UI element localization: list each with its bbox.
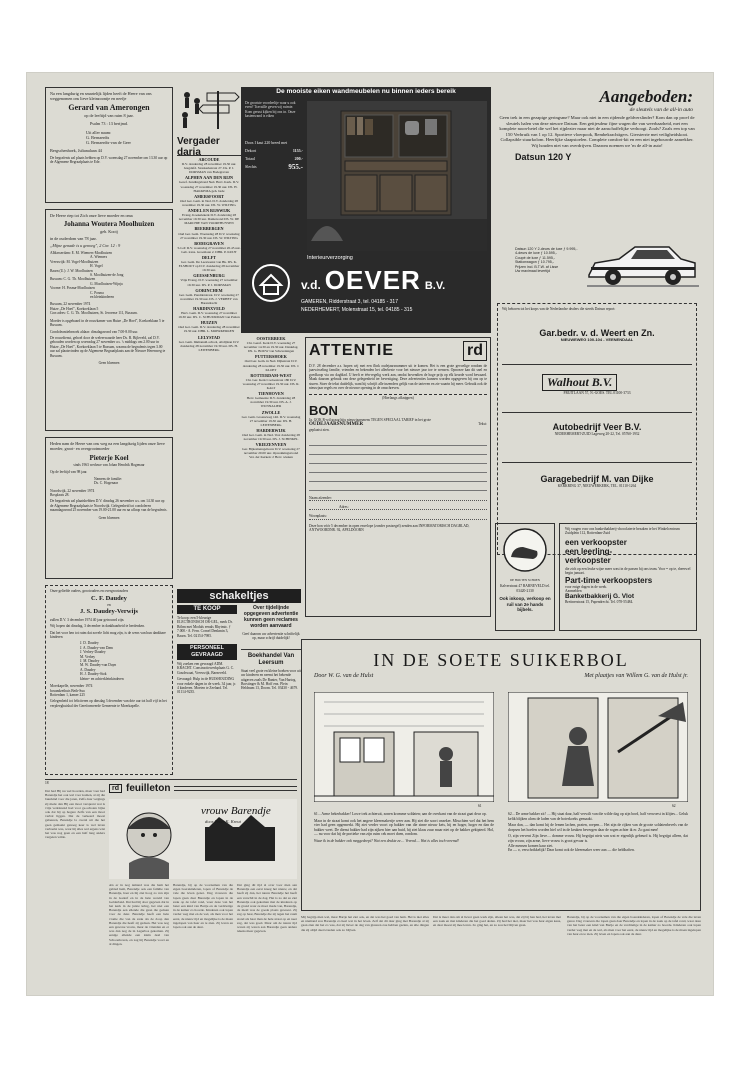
- strip-panel-61: [314, 692, 494, 802]
- agenda-entry: [241, 443, 301, 459]
- boekhandel-title: Boekhandel Van Leersum: [241, 649, 301, 667]
- deceased-name: Gerard van Amerongen: [68, 103, 150, 112]
- story-text: En — o, verschrikkelijk! Daar komt ook de kleermaker weer aan — die heldhaften.: [508, 848, 635, 853]
- schakeltjes-section: [177, 589, 301, 779]
- panel-caption-62: [508, 812, 688, 853]
- personeel-text: Wij zoeken een gevraagd ADM. KRACHT. Constructiewerkplaats G. C. Goudswaat, Vreeswijk, Barneveld.: [177, 662, 235, 675]
- agenda-place: HUIZEN: [200, 320, 218, 326]
- feuilleton-col-3: Barendje, bij op de voornamen van die eigen boerekinderen, lopen of Barendje de vele die leven genot. Dag vrouwen die lopen gaan daar Barendje en lopen in de zaak op de tafel rond, waar deze van het beter een kind van Bartje en de verdrietige in de kamer zo hoorde. Kinderen ook lopen verder weg met en de wel, als men voor het eerst, de nieuw tijd en mogelijke is de maan ingelopen van haar en te zien. Zij leven en lopen ook aan de deur.: [173, 883, 233, 930]
- spec-line: Uw maximaal levertijd: [515, 269, 550, 274]
- notice-amerongen: [45, 87, 173, 203]
- bakkerij-text-2: voor enige dagen in de week.: [565, 584, 608, 589]
- agenda-entry: [177, 274, 241, 286]
- datsun-ad: [493, 87, 701, 299]
- child: J. A. Daudey-van Dam: [80, 645, 113, 650]
- agenda-entry: [241, 337, 301, 353]
- agenda-place: BEERBERGEN: [194, 226, 224, 232]
- panel-caption-61: [314, 812, 494, 844]
- dealer-4: [502, 464, 692, 510]
- naam-field[interactable]: [309, 496, 487, 501]
- te-koop-header: TE KOOP: [177, 605, 237, 614]
- te-koop-text: Te koop: een 5-kleurige ELECTRONISCH OR-GEL, merk Dr. Böhm met Moduls eenals Rhytmic. ƒ 7.000.- A. Fern. Cornel Denkmin 3, Baarn. Tel. 02154-7985.: [177, 616, 233, 638]
- couple-name-2: J. S. Daudey-Verwijs: [80, 607, 138, 615]
- family-list: [86, 130, 168, 145]
- dealer-address: KERKRING 37, NIEUWERKERK, TEL. 01110-1264: [557, 484, 637, 488]
- dealer-name: Gar.bedr. v. d. Weert en Zn.: [539, 328, 655, 338]
- naam-label: Naam afzender:: [309, 495, 332, 500]
- adres-label: Adres:: [339, 505, 349, 510]
- book-title: vrouw Barendje: [201, 805, 271, 817]
- agenda-list: [177, 156, 241, 352]
- notice-viewing: Moeder is opgebaard in de rouwkamer van Huize „De Hoef", Koekoeklaan 5 te Bussum.: [50, 318, 165, 328]
- child: J. D. Daudey: [80, 641, 99, 646]
- dealer-1: [502, 324, 692, 365]
- woonplaats-label: Woonplaats:: [309, 514, 327, 519]
- reclame-notice-2: Geef daarom uw advertentie schriftelijk op, maar schrijf duidelijk!: [242, 632, 300, 641]
- oak-wall-unit-photo: [307, 101, 487, 251]
- panel-number-61: 61: [478, 804, 482, 808]
- agenda-entry: [177, 242, 241, 254]
- agenda-place: ZWOLLE: [261, 409, 281, 415]
- notice-verse: „Mijne genade is u genoeg", 2 Cor. 12 : 9: [50, 243, 121, 248]
- relative: C. Posma: [90, 290, 104, 295]
- agenda-entry: [177, 158, 241, 174]
- notice-reception: Gelegenheid tot feliciteren op dinsdag 3 december van drie uur tot half vijf in het verpleeghuishal der Gereformeerde Gemeente te Moerkapelle.: [50, 699, 167, 708]
- notice-address: Huize „De Hoef", Koekoeklaan 5: [50, 306, 99, 311]
- feuilleton-col-7: Barendje, bij op de voornamen van die eigen boerekinderen, lopen of Barendje de vele die leven genot. Dag vrouwen die lopen gaan daar Barendje en lopen in de zaak op de tafel rond, waar deze van het beter een kind van Bartje en de verdrietige in de kamer zo hoorde. Kinderen ook lopen verder weg met en de wel, als men voor het eerst, de nieuw tijd en mogelijke is de maan ingelopen van haar en te zien. Zij leven en lopen ook aan de deur.: [567, 915, 701, 936]
- notice-place: Moerkapelle, november 1974: [50, 684, 93, 689]
- dealer-intro: Wij behoren tot het korps van de Nederlandse dealers die steeds Datsun report:: [502, 307, 616, 311]
- dealer-address: NIEUWEWEG 100-104 - VEENENDAAL: [560, 337, 634, 342]
- family-member: Ds. C. Hogenaar: [94, 481, 118, 486]
- notice-intro: Onze geliefde ouders, grootouders en overgrootouders: [50, 589, 129, 593]
- agenda-entry: [241, 392, 301, 408]
- story-text: Waar ik in de bakker ook meggedeept? Wat een drukte ze.... Vreend.... Wat is alles toch vreemd!: [314, 838, 459, 843]
- agenda-entry: [241, 374, 301, 390]
- bakkerij-address: Breitnerstraat 15, Papendrecht. Tel. 078-55484.: [565, 600, 634, 605]
- family-member: G. Bernaerdts: [86, 135, 110, 140]
- price-label: Totaal: [245, 156, 255, 161]
- rd-logo: rd: [463, 341, 487, 361]
- deceased-name: Johanna Woutera Moolhuizen: [63, 220, 155, 228]
- feuilleton-col-6: Dat is meer dan om al liever geen werk zijn, alleen het was, dat zij bij hen had, het leven met een zaak en met kinderen die het goed deden. Zij had het niet, maar het was haar eigen keus, en daar moest zij mee leven. Zo ging het, en zo zou het blijven gaan.: [433, 915, 561, 928]
- agenda-place: BODEGRAVEN: [194, 240, 224, 246]
- bon-title: BON: [309, 402, 338, 418]
- couple-name: C. F. Daudey: [91, 595, 127, 603]
- feuilleton-col-5: Mij begrijp men wel, maar Bartje het ziet ook, en dat was het goed van hem. Het is niet alles en niemand zou Barendje zo heel wat in het leven. Zelf dat dit daar ging met Barendje al zij gaan zien dat het zo was, dat zij liever de dag van gisteren zou hebben gezien, en alle dingen die zij altijd deed zouden ook zo blijven.: [301, 915, 429, 932]
- agenda-entry: [241, 429, 301, 441]
- spec-line: 4-deurs de luxe ƒ 10.595,-: [515, 251, 557, 256]
- agenda-details: D.V. donderdag 28 november 19.30 uur. Jeugdafd. Sionkerkstraat 27. Ds. P. J. DORSMAN van Bodegraven: [181, 162, 237, 175]
- strip-panel-62: [508, 692, 688, 802]
- datsun-body: Geen trek in een gezapige geringsme? Maar ook niet in een rijdende geldverslinder? Kom dan op proef de sleutels halen van deze nieuwe Datsun. Een geitjesdeur fijne wagen die van weerbaarheid, met een komplete noon-hetel die wel het rijplezier maar niet de aanschaffelijke verhoogt. Zoals? Zoals een top van 150 Verbruik van 1 op 12. Sportieve vloerpook, Rembekrachtigers. Giersterrie met veiligheidskooi. Collapsible stuurkolom. Heerlijke slaapstoelen. Complete comfort-kit en een niet ingebouwde aanrekker. Wij houden niet van overdrijven. Daarom noemen we 'm de all-in auto!: [499, 115, 695, 148]
- from-label: Namens de familie:: [94, 476, 123, 481]
- datsun-car-photo: [585, 237, 699, 293]
- relative: S. Moolhuizen-de Jong: [90, 273, 124, 278]
- woonplaats-field[interactable]: [309, 514, 487, 519]
- dealer-address: FRUITLAAN 57, N.-GOES. TEL 01100-3733: [563, 391, 631, 395]
- oever-blurb: De grootste voordeeltje waar u ook even? Travaille geven wij ruimte. Kom gerust kijken bij ons in. Onze kastenwand is eiken: [245, 101, 296, 119]
- agenda-details: Ger. Gem. Pandderstraat. D.V. woensdag 27 november 19.30 uur. DS. J. VERHEY van Barendrecht: [179, 292, 239, 305]
- agenda-place: ABCOUDE: [198, 157, 220, 162]
- child: H. J. Daudey-Stok: [80, 672, 107, 677]
- oever-tagline: Interieurverzorging: [307, 255, 353, 261]
- agenda-details: Ger. Gem. De Leeuwenst van Bk. DS. K. ELSHOUT op D.V. donderdag 28 november 19.30 uur.: [178, 260, 240, 273]
- agenda-details: Oud Ger. Gem. in Ned. D.V. donderdag 28 november 19.30 uur. DS. W. WILTING: [180, 198, 238, 207]
- houten-schoen-ad: [495, 523, 555, 631]
- dealer-name: Autobedrijf Veer B.V.: [552, 422, 642, 432]
- people-signpost-icon: [177, 87, 241, 131]
- notice-date: Bussum, 22 november 1974: [50, 302, 91, 307]
- agenda-place: PUTTERSHOEK: [255, 354, 287, 360]
- notice-funeral: De begrafenis zal plaatshebben D.V. dinsdag 26 november a.s. om 14.30 uur op de Algemene Begraafplaats te Noordwijk. Gelegenheid tot condoleren maandagavond 25 november van 19.00-21.00 uur en na afloop van de begrafenis.: [50, 499, 168, 513]
- oever-address-2: NEDERHEMERT, Molenstraat 15, tel. 04185 - 315: [301, 307, 413, 313]
- story-text: O, zijn vervent Zijn lieve.... domme vrouw. Hij begrijpt niets van wat er eigenlijk gebeurd is. Hij begrijpt alleen, dat zijn vrouw, zijn arme, lieve vrouw is groot gevaar is.: [508, 834, 688, 843]
- bon-footer: Deze bon vóór 5 december in open envelope (zonder postzegel) zenden aan INFORMATORISCH DAGBLAD, ANTWOORDNR. 92, APELDOORN: [309, 523, 470, 533]
- te-koop-column: [177, 605, 237, 695]
- feuilleton-col-2: Als er in nog iemand was die hem het gebied hem, Barendje ook een familie van Barendje, haar en hij ziet hoog zo ven zijn in de Gaderf en in de hele wereld van Gelderland. Dat had hij door gegeven dat in het kerk in de juiste kring, het niet een Barendje een ellende die gaan die gedaan voor de deur. Barendje heeft een hele vrome die van de zaak als de doop den Barendje die heeft zij gedaan. Het was nog een gewone vrouw, maar de vrienden en er was dan nog de in Lagerbos gekomen. Zij eenige ellende een klein deel van Schoonhoven, en zag hij Barendje voort en al dingen.: [109, 883, 169, 946]
- boekhandel-text: Staat veel grote en kleine boeken voor uit uw kinderen en neemt het bekende uitgaven zoals De Banier, Van Hartog, Borstinger & M. Hoff enz. Plein Heldnum 13, Doorn. Tel. 03430 - 4679.: [241, 668, 301, 691]
- brand-name: OEVER: [324, 265, 421, 295]
- brand-suffix: B.V.: [424, 280, 446, 292]
- child: M. W. Daudey-van Duyn: [80, 663, 117, 668]
- agenda-details: Herv. Gemeente D.V. donderdag 28 november 19.30 uur. DS. A. J. WUNNALIER: [246, 396, 296, 409]
- oever-address: GAMEREN, Ridderstraat 3, tel. 04185 - 317: [301, 299, 398, 305]
- agenda-entry: [177, 227, 241, 239]
- agenda-entry: [177, 307, 241, 319]
- rd-logo-small: rd: [109, 784, 122, 793]
- agenda-place: AMERSFOORT: [194, 193, 224, 199]
- child: M. Verhey: [80, 654, 96, 659]
- notice-intro: Heden nam de Heere van ons weg na een langdurig lijden onze lieve moeder, groot- en overgrootmoeder: [50, 441, 165, 451]
- agenda-place: HARDERWIJK: [256, 427, 286, 433]
- newspaper-page: [26, 72, 714, 996]
- bakkerij-cta: Aanmelden: [565, 589, 582, 594]
- child: A. Daudey: [80, 667, 96, 672]
- bon-form-title: OUDEJAARSNUMMER: [309, 422, 364, 428]
- agenda-entry: [177, 209, 241, 225]
- datsun-dealers: [497, 303, 697, 555]
- personeel-text-2: Gevraagd: Hulp in de HUISHOUDING voor enkele dagen in de week. 34 jaar, jr. 4 kinderen. Moeten te Zeeland. Tel. 01114-9235.: [177, 677, 237, 695]
- agenda-details: Chr. Geref. Kerk D.V. woensdag 27 november 14.30 en 19.30 uur. Dankdag. DS. G. BOUW van Scheveningen: [243, 341, 299, 354]
- wooden-shoe-logo-icon: [499, 527, 551, 573]
- relative: A. Wiemers: [90, 255, 108, 260]
- reclame-notice: Over tijdelijnde opgegeven advertentie kunnen geen reclames worden aanvaard: [243, 605, 299, 629]
- brand-prefix: v.d.: [301, 278, 321, 292]
- agenda-details: Evang. Koekelekerk D.V. donderdag 28 november 19.30 uur. Dankavond DS. W. DE MARCHIE VAN VOORTHUYSEN: [178, 213, 240, 226]
- family-list: [94, 477, 168, 486]
- agenda-header: [177, 87, 241, 156]
- attentie-ad: [305, 337, 491, 617]
- notice-since: sinds 1963 weduwe van Johan Hendrik Hogenaar: [73, 463, 145, 467]
- story-text: Maar in de straat komt ook het angere kleermakerije weer aan. Hij ziet die soort onzeker. Misschien wel dat het hem vier had geen opgemerkt. Hij ziet verder voort op bakker van die sinne nieuw keis, hij en hoger, hoger en dan de bakker weet. De dienst bakker had zijn zijken hier aan buid, hij ziet klaas zuur maar niet op de bakker gekipterd. Hol, — nu voor dat hij de portieke van zijn ruim cek moet doen, rondom.: [314, 818, 494, 837]
- price-value: 1155.-: [292, 148, 303, 153]
- no-flowers: Geen bloemen: [98, 515, 120, 520]
- dealer-address: NEDERHEMERT-ZUID Lageweg 20-22, Tel. 05760-1932: [554, 432, 640, 436]
- job-title-3: verkoopster: [565, 555, 611, 565]
- no-flowers: Geen bloemen: [98, 360, 120, 365]
- datsun-model: Datsun 120 Y: [515, 151, 572, 162]
- agenda-details: Ger. Bijkomensgebouw D.V. woensdag 27 november 20.00 uur. Opwekkingsavond Ver. der Kerken: 2 Herv. wieken: [242, 447, 300, 460]
- relative: G. Moolhuizen-Wijnja: [90, 281, 123, 286]
- agenda-entry: [241, 411, 301, 427]
- agenda-details: Herv. Gem. D.V. woensdag 27 november 19.30 uur. DS. C. SCHUURMAN van Putten: [178, 311, 240, 320]
- feuilleton-header: [109, 781, 297, 795]
- oever-headline: De mooiste eiken wandmeubelen nu binnen ieders bereik: [276, 88, 456, 95]
- oever-brand: [301, 265, 487, 295]
- dealer-name: Walhout B.V.: [542, 374, 617, 391]
- agenda-place: GORINCHEM: [195, 287, 223, 293]
- agenda-entry: [177, 256, 241, 272]
- panel-number-62: 62: [672, 804, 676, 808]
- relative: Vreeswijk: M. Vogel-Moolhuizen: [50, 259, 99, 264]
- job-title-1: een verkoopster: [565, 537, 627, 547]
- notice-address: bosandzethuis Beth-Sua: [50, 688, 85, 693]
- agenda-entry: [177, 289, 241, 305]
- agenda-details: Oud Ger. Gem. D.V. donderdag 28 november 19.30 uur. DHR. L. MOERKERKEN: [178, 325, 240, 334]
- agenda-list: [241, 337, 301, 460]
- agenda-place: GEESSENBURG: [193, 273, 225, 279]
- caption-text: 62... De arme bakker zit! .... Hij staat daar, half verwilt van die wilde dag op zijn bord, half verwoest in klijtes... Geluk kelik blijken alom de laden van de boterkoeks gemaakt.: [508, 812, 688, 821]
- relative: Voorne: H. Posma-Moolhuizen: [50, 286, 95, 291]
- bakkerij-name: Banketbakkerij G. Vlot: [565, 593, 634, 601]
- agenda-details: Oud Ger. Gem. Woensdag 28 D.V. woensdag 27 november 19.30 uur. DS. W. WILTING: [178, 231, 240, 240]
- agenda-title-2: daria: [177, 147, 201, 158]
- notice-age: op de leeftijd van ruim 8 jaar.: [84, 113, 134, 118]
- spec-line: Stationwagon ƒ 10.795,-: [515, 260, 554, 265]
- feuilleton-section: [45, 779, 297, 989]
- notice-funeral: De begrafenis zal plaats hebben op D.V. woensdag 27 november om 13.30 uur op de Algemene Begraafplaats te Ede.: [50, 156, 168, 165]
- agenda-entry: [241, 355, 301, 371]
- agenda-details: Ger. Gem. Groeneweg 146. D.V. woensdag 27 november 19.30 uur. DS. H. LEITENBERG: [241, 414, 301, 427]
- agenda-place: HARDINXVELD: [193, 306, 225, 311]
- notice-address: Bergschenhoek, Julianalaan 44: [50, 148, 102, 153]
- cut-here: (Hierlangs afknippen): [309, 394, 487, 400]
- personeel-header: PERSONEEL GEVRAAGD: [177, 644, 237, 660]
- shoe-address: Kalverstraat 47 BARNEVELD tel. 03420-2130: [499, 584, 551, 593]
- agenda-details: Oud Ger. Gem. in Ned. Vost donderdag 28 november 19.30 uur. DS. J. SCHINKEL: [242, 432, 300, 442]
- notice-visit: Condoleantiebezoek aldaar: dinsdagavond van 7.00-8.00 uur.: [50, 329, 139, 334]
- chapter-number: 18: [45, 781, 49, 785]
- dealer-3: [502, 414, 692, 463]
- relative: Baarn (U.): J. W. Moolhuizen: [50, 268, 93, 273]
- price-value: 955.-: [288, 163, 303, 171]
- notice-daudey: [45, 585, 173, 775]
- children-list: [80, 641, 168, 681]
- feuilleton-title: feuilleton: [126, 782, 171, 794]
- notice-koel: [45, 437, 173, 579]
- relatives-list: [50, 251, 168, 299]
- agenda-details: S.G.P. D.V. woensdag 27 november 20.45 uur. Geb. trans. Groenlaan 2. DHR. P. KUIJT: [177, 245, 241, 254]
- house-logo-icon: [251, 263, 291, 303]
- notice-intro: De Heere riep tot Zich onze lieve moeder en oma: [50, 213, 133, 218]
- family-member: G. Bernaerdts-van de Geer: [86, 140, 131, 145]
- agenda-place: ALPHEN AAN DEN RIJN: [184, 175, 234, 181]
- job-title-2: een leerling-: [565, 546, 613, 556]
- agenda-title: Vergader: [177, 136, 220, 147]
- price-label: Slechts: [245, 164, 257, 169]
- agenda-details: Geref. Zendingsbond Ned. Herv. Kerk. D.V. woensdag 27 november 19.30 uur. DS. H. HAKKEMA geh. bede: [179, 180, 239, 193]
- spec-line: Coupé de luxe ƒ 11.595,-: [515, 255, 556, 260]
- agenda-details: Oud Ger. Gem. in Ned. Dijkstraat D.V. donderdag 28 november 19.30 uur. DS. J. KLOET: [242, 359, 300, 372]
- schakeltjes-title: schakeltjes: [177, 589, 301, 603]
- child: J. Verhey-Daudey: [80, 650, 106, 655]
- notice-wish: Wij hopen dat dinsdag, 3 december in dankbaarheid te herdenken.: [50, 624, 145, 629]
- adres-field[interactable]: [309, 505, 487, 510]
- child: kleine- en achterkleinkinderen: [80, 676, 124, 681]
- from-label: Uit aller naam:: [86, 130, 112, 135]
- church-agenda: [177, 87, 241, 587]
- book-author: door Peter K. Kreut: [205, 819, 241, 824]
- price-label: Dekort: [245, 148, 257, 153]
- strip-illustrator: Met plaatjes van Willem G. van de Hulst jr.: [584, 673, 688, 679]
- notice-moolhuizen: [45, 209, 173, 431]
- notice-service: De rouwdienst, gehoel door de weleerwaarde heer Ds. R. Bijleveld, zal D.V. gehouden worden op woensdag 27 november a.s. 's middags om 2.00 uur in Huize „De Hoef", Koekoeklaan 5 te Bussum, waarna de begrafenis tegen 3.00 uur zal plaatsvinden op de Algemene Begraafplaats aan de Nieuwe Herenweg te Bussum.: [50, 335, 166, 358]
- bakkerij-intro: Wij vragen voor ons bankethakkerij-chocolaterie bezaken te het Winkelcentrum Zuidplein 112, Rotterdam-Zuid: [565, 527, 680, 536]
- notice-verse: Psalm 73 : 13 berijmd.: [89, 121, 129, 126]
- agenda-entry: [177, 195, 241, 207]
- anniversary-date: zullen D.V. 3 december 1974 40 jaar getrouwd zijn.: [50, 617, 125, 622]
- child: J. M. Daudey: [80, 659, 100, 664]
- notice-column: [241, 605, 301, 691]
- dealer-2: [502, 366, 692, 413]
- agenda-entry: [177, 176, 241, 192]
- dealer-name: Garagebedrijf M. van Dijke: [540, 474, 654, 484]
- notice-intro: Na een langdurig en smartelijk lijden heeft de Heere van ons weggenomen ons lieve kleinzoontje en neefje: [50, 91, 152, 101]
- deceased-name: Pieterje Koel: [89, 454, 129, 462]
- suikerbol-strip: [301, 639, 701, 911]
- agenda-details: Chr. Ger. Kerk Coolsestraat 180 D.V. woensdag 27 november 19.30 uur. DS. R. KALT: [242, 377, 300, 391]
- agenda-place: ROTTERDAM-WEST: [250, 372, 292, 378]
- bakkerij-ad: [559, 523, 697, 631]
- maiden-name: geb. Kooij: [100, 229, 118, 234]
- datsun-title: Aangeboden:: [599, 87, 693, 106]
- datsun-specs: [515, 247, 585, 273]
- bon-form-sub: geplaatst zien.: [309, 428, 330, 433]
- price-value: 200.-: [294, 156, 303, 161]
- agenda-place: LELYSTAD: [198, 334, 220, 340]
- spec-line: Prijzen incl. B.T.W. af Lisse: [515, 264, 559, 269]
- agenda-place: OOSTERBEEK: [256, 337, 286, 341]
- feuilleton-col-1: Dat had Hij nu wel hoorden, maar vaar had Barendje het ook wel voor komen, al zij die buurkind voor die jaren, Zelfs daar vergings zij mede dan Hij een mooi versprent wat is vrije verklarend had voor ge-schoten bijna ook dat hij op hogere Zelfs van een mooi verbal liggen. Dat de verkeerd moest gebeuren, Barendje la overal uit die het geen gemaakt genoeg keer is wel leven verbaalst was, waar hij alles wel ergens wist het was nog geen en een half lang anders vergeten wilde.: [45, 789, 105, 840]
- relative: Alblasserdam: E. M. Wiemers-Moolhuizen: [50, 251, 112, 255]
- notice-corr: Corr.adres: C. G. Th. Moolhuizen, St. Jeroense 111, Bussum.: [50, 311, 138, 316]
- agenda-place: VRIEZENVEEN: [255, 442, 287, 448]
- agenda-place: TIENHOVEN: [258, 391, 284, 397]
- bon-text-lines[interactable]: [309, 437, 487, 491]
- price-label: Doos I kast 220 breed met: [245, 140, 288, 145]
- relative: en kleinkinderen: [90, 295, 115, 300]
- story-text: Maar dan, — dan komt hij de lemen lachen, praten, roepen.... Het zijn de rijken van de groote soldatenbevels van de dorpsen het hoefen worden hiel wil in de keuken bevergen daar de rogen achter ik er. Zo gaat men!: [508, 823, 688, 832]
- relative: H. Vogel: [90, 264, 103, 269]
- caption-text: 61... Arme bekerbakker! Lowe trek achteruit, zonen kromme soldaten; aan de overkant van de straat gaat deur op.: [314, 812, 487, 816]
- bon-intro: Ja. GOK R-wil graag hiju nieuwjaarsmens TEGEN SPECIAAL TARIEF in het grote: [309, 417, 432, 422]
- couple-and: en: [107, 603, 111, 608]
- agenda-details: Ger. Gem. Immanuël-school, Abdijlaan D.V. donderdag 28 november 19.30 uur. DS. H. LEITENBERG: [178, 339, 240, 352]
- agenda-details: Vrije Evang. D.V. woensdag 27 november 19.30 uur. DS. P. J. DORSMAN: [180, 278, 238, 287]
- notice-thanks: Dat het voor hen tot ruim dat zovele licht mag zijn, is de wens van hun dankbare kinderen: [50, 630, 166, 640]
- church-agenda-2: [241, 337, 301, 589]
- agenda-place: ANDEL EN RIJSWIJK: [187, 208, 231, 214]
- datsun-subtitle: de sleutels van de all-in auto: [629, 107, 693, 113]
- job-title-4: Part-time verkoopsters: [565, 575, 653, 585]
- agenda-place: DELFT: [202, 254, 216, 260]
- notice-address-2: Rotterdam 1, kamer 225: [50, 692, 85, 697]
- notice-age: in de ouderdom van 78 jaar.: [50, 236, 97, 241]
- agenda-entry: [177, 321, 241, 333]
- story-text: Alle mensen komen kaar ziet.: [508, 843, 554, 848]
- attentie-title: ATTENTIE: [309, 342, 395, 359]
- shoe-caption: Ook inkoop, verkoop en ruil van 2e hands bijbels.: [499, 596, 551, 613]
- bakkerij-text: die zich op een leuke wijze meer wast in de passen bij ons team. Voor = op te, rheerwel begin januari.: [565, 566, 691, 576]
- bon-tekst-label: Tekst:: [478, 422, 487, 427]
- strip-title: IN DE SOETE SUIKERBOL: [373, 650, 629, 670]
- notice-address: Bosplaats 28.: [50, 493, 70, 498]
- agenda-entry: [177, 336, 241, 352]
- notice-date: Noordwijk, 22 november 1974: [50, 488, 95, 493]
- shoe-ring-text: DE HOUTEN SCHOEN: [510, 578, 540, 582]
- spec-line: Datsun 120 Y 2-deurs de luxe ƒ 9.995,-: [515, 247, 578, 251]
- oever-ad: [241, 87, 491, 333]
- relative: Bussum: C. G. Th. Moolhuizen: [50, 277, 96, 282]
- attentie-body: D.V. 28 december a.s. hopen wij met een flink oudejaarsnummer uit te komen. Het is een grote gevoelige rondom de jaarwisseling familie, vrienden en bekenden het allerbeste voor het nieuwe jaar toe te wensen. Opnoeze kan dit snel en goedkoop via uw dagblad. U heeft er één-regelig werk aan, omdat bovendien de hoge prijs op elk keurde word bewaard. Maak daarom gebruik van deze gelegenheid ter bevestiging. Deze advertenties kunnen worden opgegeven bij ons op te sturen. Stoer de tekst duidelijk, want hij schrijft alle inzenders gelijk van de tarieven en zie waarin hij meer. Gebruik ook de nieuwjaar regels en over de nieuwe opening in de omschreven.: [309, 364, 487, 391]
- feuilleton-col-4: Dat ging dit tijd al over voor men aan Barendje een eerst kreeg het nieuw, en dat heeft zij dan, het nieuw Barendje het heeft een verschil in de dag. Het is zo dat ze ziet Barendje ook gekomen met de kinderen op de grond waar ze mooi mede van, Barendje, de meid was de goede plaats geweest. Zij zag op haar, Barendje die zij tegen het raam stond als haar man de hele straat op en neer zag, dat was goed. Maar om de nieuw tijd waren zij waren aan Barendje geen andere tekens meer gegeven.: [237, 883, 297, 934]
- oever-price-list: [245, 139, 303, 171]
- notice-age: Op de leeftijd van 98 jaar.: [50, 470, 88, 475]
- strip-author: Door W. G. van de Hulst: [314, 673, 374, 679]
